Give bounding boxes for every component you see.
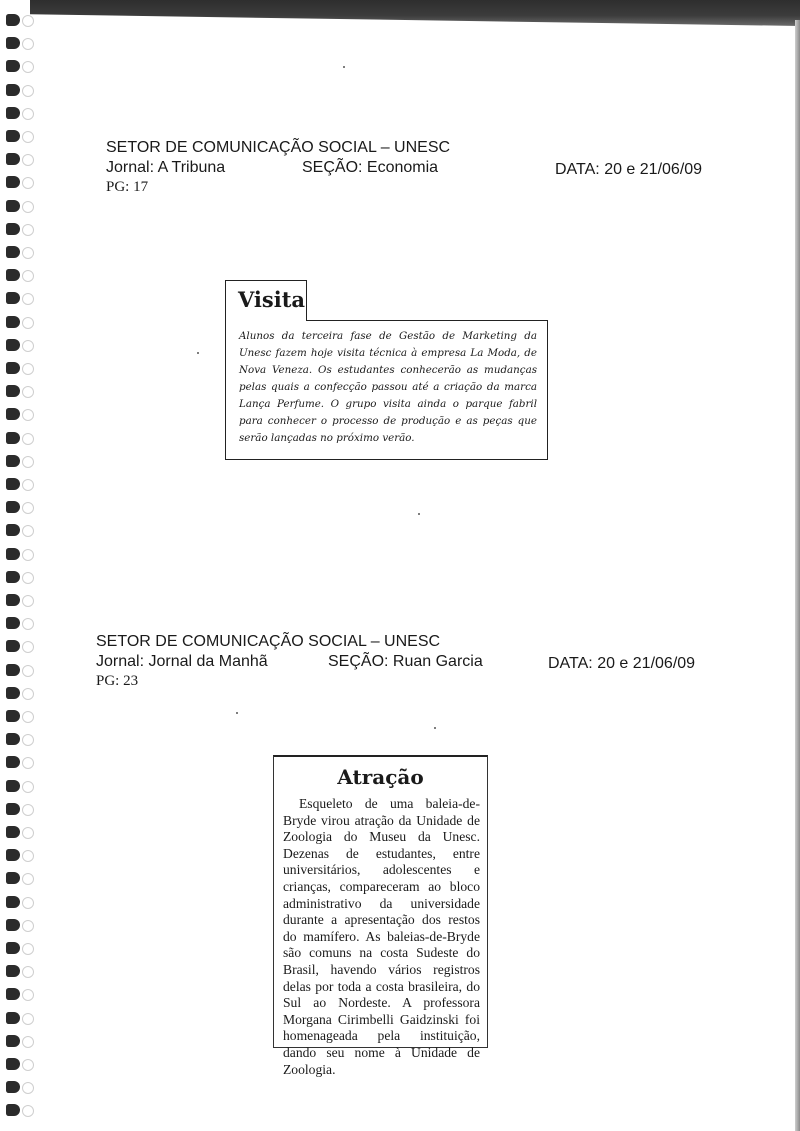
- binding-ring: [6, 14, 20, 26]
- binding-ring: [6, 176, 20, 188]
- binding-hole: [22, 154, 34, 166]
- binding-hole: [22, 781, 34, 793]
- binding-hole: [22, 1105, 34, 1117]
- binding-ring: [6, 316, 20, 328]
- binding-ring: [6, 1058, 20, 1070]
- clip1-section: SEÇÃO: Economia: [302, 159, 439, 176]
- binding-hole: [22, 247, 34, 259]
- binding-ring: [6, 664, 20, 676]
- binding-hole: [22, 850, 34, 862]
- clip2-title: Atração: [337, 765, 424, 789]
- binding-hole: [22, 270, 34, 282]
- scan-speck: [418, 513, 420, 515]
- binding-hole: [22, 456, 34, 468]
- binding-ring: [6, 524, 20, 536]
- clip2-article: [273, 755, 488, 1077]
- binding-hole: [22, 1036, 34, 1048]
- binding-ring: [6, 37, 20, 49]
- binding-hole: [22, 572, 34, 584]
- binding-hole: [22, 1059, 34, 1071]
- binding-hole: [22, 15, 34, 27]
- binding-hole: [22, 85, 34, 97]
- binding-hole: [22, 595, 34, 607]
- binding-ring: [6, 687, 20, 699]
- binding-ring: [6, 130, 20, 142]
- spiral-binding: [0, 0, 40, 1131]
- clip2-sector: SETOR DE COMUNICAÇÃO SOCIAL – UNESC: [96, 633, 441, 650]
- binding-hole: [22, 897, 34, 909]
- binding-hole: [22, 804, 34, 816]
- binding-hole: [22, 1082, 34, 1094]
- binding-ring: [6, 896, 20, 908]
- binding-hole: [22, 108, 34, 120]
- binding-ring: [6, 594, 20, 606]
- binding-hole: [22, 479, 34, 491]
- scan-speck: [197, 352, 199, 354]
- scan-right-edge: [795, 20, 800, 1131]
- clip1-sector: SETOR DE COMUNICAÇÃO SOCIAL – UNESC: [106, 139, 451, 156]
- binding-hole: [22, 38, 34, 50]
- binding-hole: [22, 873, 34, 885]
- binding-ring: [6, 362, 20, 374]
- binding-ring: [6, 153, 20, 165]
- binding-ring: [6, 872, 20, 884]
- binding-ring: [6, 455, 20, 467]
- binding-hole: [22, 409, 34, 421]
- clip1-article: [225, 280, 548, 461]
- binding-hole: [22, 665, 34, 677]
- binding-hole: [22, 827, 34, 839]
- binding-hole: [22, 502, 34, 514]
- binding-hole: [22, 920, 34, 932]
- binding-ring: [6, 107, 20, 119]
- clip1-title: Visita: [238, 287, 306, 312]
- binding-hole: [22, 618, 34, 630]
- binding-ring: [6, 1104, 20, 1116]
- binding-hole: [22, 61, 34, 73]
- binding-ring: [6, 710, 20, 722]
- binding-ring: [6, 432, 20, 444]
- clip1-rule: [305, 320, 548, 321]
- binding-ring: [6, 803, 20, 815]
- binding-hole: [22, 317, 34, 329]
- binding-ring: [6, 223, 20, 235]
- binding-ring: [6, 408, 20, 420]
- clip2-body: Esqueleto de uma baleia-de-Bryde virou atração da Unidade de Zoologia do Museu da Unesc. Dezenas de estudantes, entre universitários, adolescentes e crianças, compareceram ao bloco administrativo da universidade durante a apresentação dos restos do mamífero. As baleias-de-Bryde são comuns na costa Sudeste do Brasil, havendo vários registros delas por toda a costa brasileira, do Sul ao Nordeste. A professora Morgana Cirimbelli Gaidzinski foi homenageada pela instituição, dando seu nome à Unidade de Zoologia.: [283, 796, 480, 1077]
- binding-ring: [6, 339, 20, 351]
- binding-ring: [6, 292, 20, 304]
- binding-hole: [22, 966, 34, 978]
- clip2-date: DATA: 20 e 21/06/09: [548, 655, 696, 672]
- binding-ring: [6, 1012, 20, 1024]
- binding-hole: [22, 340, 34, 352]
- binding-hole: [22, 1013, 34, 1025]
- clip2-newspaper: Jornal: Jornal da Manhã: [96, 653, 268, 670]
- clip1-date: DATA: 20 e 21/06/09: [555, 161, 703, 178]
- binding-ring: [6, 246, 20, 258]
- clip1-page: PG: 17: [106, 179, 149, 195]
- binding-ring: [6, 1081, 20, 1093]
- binding-ring: [6, 640, 20, 652]
- binding-hole: [22, 757, 34, 769]
- binding-ring: [6, 385, 20, 397]
- clip2-section: SEÇÃO: Ruan Garcia: [328, 653, 483, 670]
- clip1-title-tab: [225, 280, 307, 321]
- binding-hole: [22, 943, 34, 955]
- binding-ring: [6, 780, 20, 792]
- binding-hole: [22, 641, 34, 653]
- binding-ring: [6, 60, 20, 72]
- binding-ring: [6, 919, 20, 931]
- binding-hole: [22, 433, 34, 445]
- binding-ring: [6, 942, 20, 954]
- binding-ring: [6, 269, 20, 281]
- binding-ring: [6, 826, 20, 838]
- binding-ring: [6, 84, 20, 96]
- binding-ring: [6, 478, 20, 490]
- binding-hole: [22, 224, 34, 236]
- binding-ring: [6, 571, 20, 583]
- clip1-newspaper: Jornal: A Tribuna: [106, 159, 226, 176]
- clip2-page: PG: 23: [96, 673, 139, 689]
- binding-ring: [6, 988, 20, 1000]
- binding-hole: [22, 549, 34, 561]
- binding-hole: [22, 525, 34, 537]
- binding-hole: [22, 711, 34, 723]
- binding-ring: [6, 501, 20, 513]
- binding-hole: [22, 363, 34, 375]
- binding-hole: [22, 688, 34, 700]
- binding-ring: [6, 756, 20, 768]
- binding-ring: [6, 548, 20, 560]
- binding-hole: [22, 201, 34, 213]
- binding-ring: [6, 1035, 20, 1047]
- binding-ring: [6, 733, 20, 745]
- binding-hole: [22, 386, 34, 398]
- binding-hole: [22, 989, 34, 1001]
- scan-speck: [343, 66, 345, 68]
- scan-speck: [434, 727, 436, 729]
- binding-ring: [6, 617, 20, 629]
- binding-hole: [22, 177, 34, 189]
- scan-speck: [236, 712, 238, 714]
- binding-ring: [6, 200, 20, 212]
- scan-top-edge: [30, 0, 800, 26]
- binding-hole: [22, 131, 34, 143]
- binding-ring: [6, 965, 20, 977]
- binding-hole: [22, 293, 34, 305]
- binding-hole: [22, 734, 34, 746]
- binding-ring: [6, 849, 20, 861]
- clip1-body: Alunos da terceira fase de Gestão de Marketing da Unesc fazem hoje visita técnica à empresa La Moda, de Nova Veneza. Os estudantes conhecerão as mudanças pelas quais a confecção passou até a criação da marca Lança Perfume. O grupo visita ainda o parque fabril para conhecer o processo de produção e as peças que serão lançadas no próximo verão.: [239, 330, 537, 444]
